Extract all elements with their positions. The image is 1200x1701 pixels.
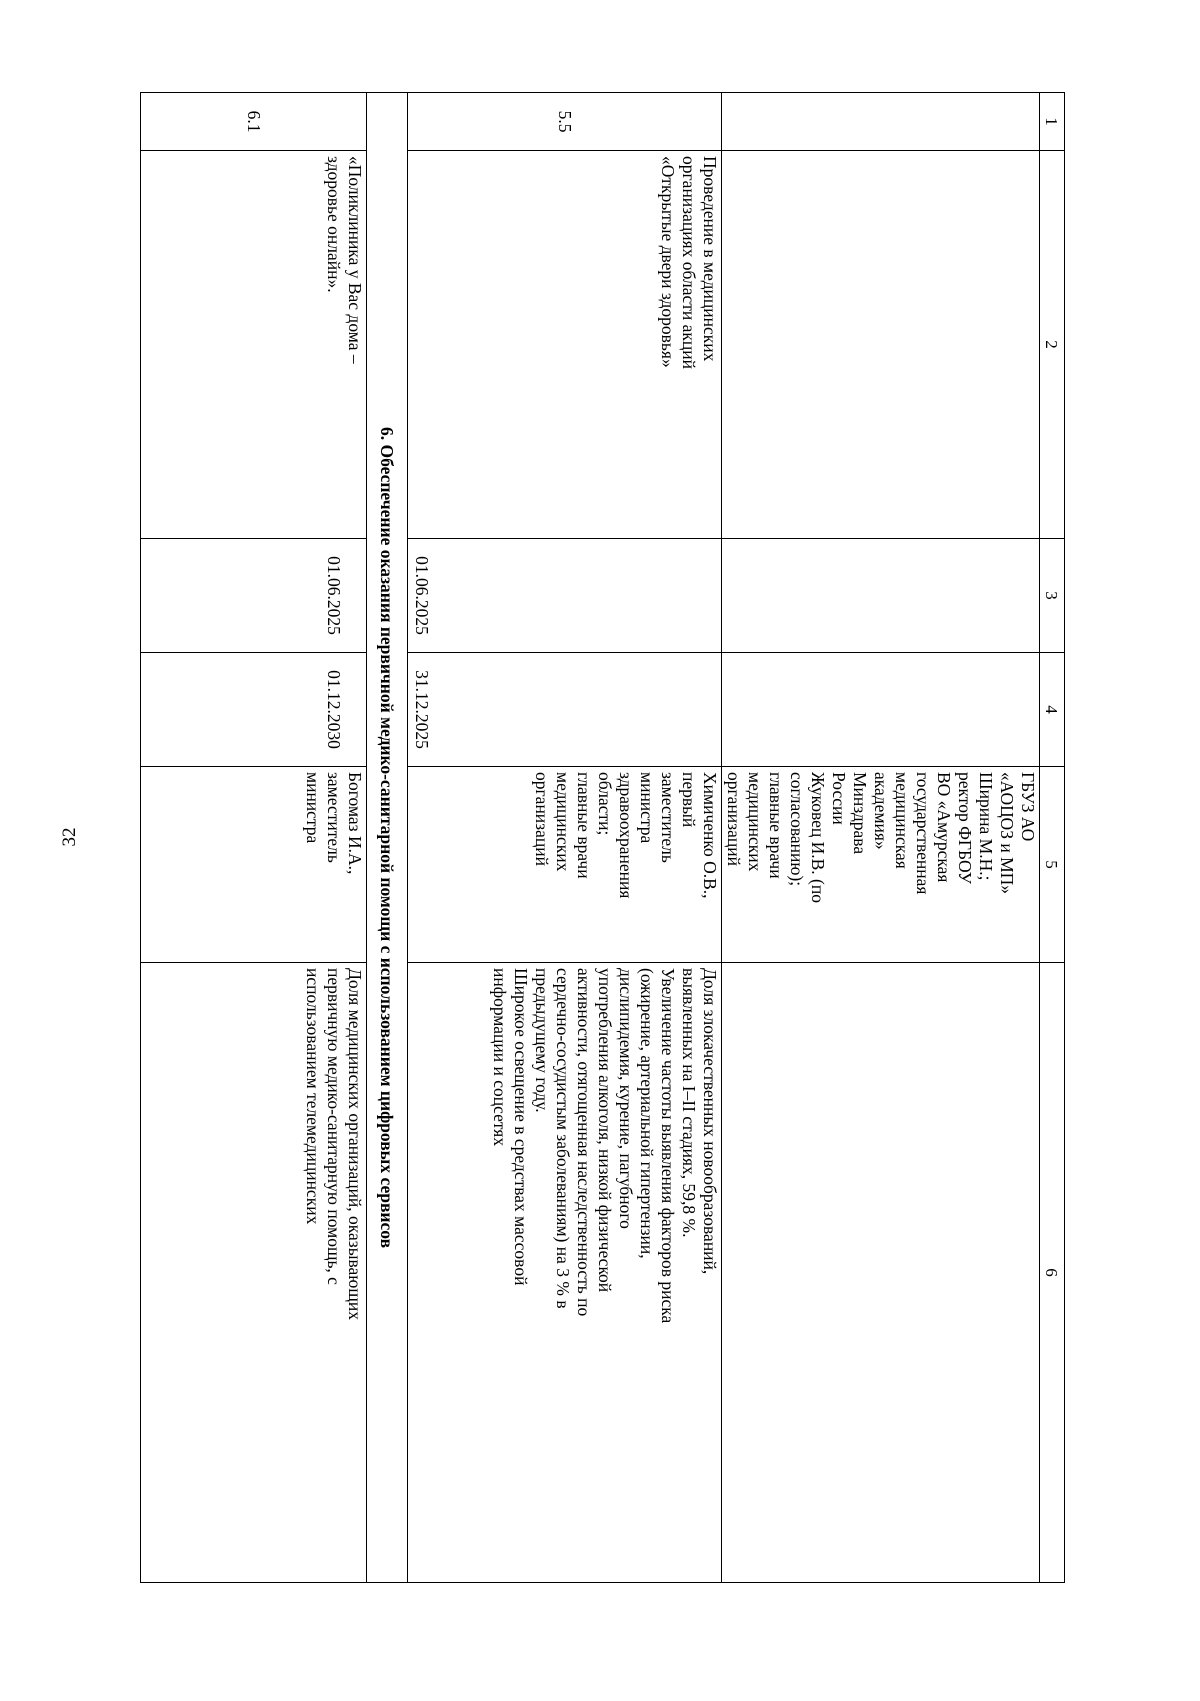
table-row-continued bbox=[722, 93, 1040, 1583]
cell-end-date: 31.12.2025 bbox=[408, 653, 722, 767]
section-heading-row bbox=[367, 93, 408, 1583]
text-line: академия» bbox=[871, 772, 891, 850]
text-line: Богомаз И.А., bbox=[345, 772, 365, 875]
cell-measure-name bbox=[722, 151, 1040, 539]
text-line: ГБУЗ АО bbox=[1018, 772, 1038, 842]
text-line: министра bbox=[637, 772, 657, 844]
column-header-6: 6 bbox=[1040, 963, 1065, 1583]
text-line: заместитель bbox=[324, 772, 344, 863]
text-line: «Поликлиника у Вас дома – bbox=[345, 156, 365, 364]
text-line: главные врачи bbox=[574, 772, 594, 879]
text-line: главные врачи bbox=[766, 772, 786, 879]
text-line: медицинская bbox=[892, 772, 912, 869]
text-line: здоровье онлайн». bbox=[324, 156, 344, 293]
text-line: первичную медико-санитарную помощь, с bbox=[324, 968, 344, 1285]
cell-indicator bbox=[141, 963, 367, 1583]
text-line: министра bbox=[303, 772, 323, 844]
rotated-page-content bbox=[140, 92, 1065, 1582]
text-line: организаций bbox=[724, 772, 744, 866]
text-line: Увеличение частоты выявления факторов риска bbox=[658, 968, 678, 1324]
text-line: Жуковец И.В. (по bbox=[808, 772, 828, 903]
text-line: (ожирение, артериальной гипертензии, bbox=[637, 968, 657, 1259]
text-line: дислипидемия, курение, пагубного bbox=[616, 968, 636, 1229]
cell-start-date bbox=[722, 539, 1040, 653]
text-line: 01.06.2025 bbox=[324, 556, 344, 635]
cell-responsible bbox=[141, 767, 367, 963]
text-line: организациях области акций bbox=[679, 156, 699, 369]
cell-number: 5.5 bbox=[408, 93, 722, 151]
column-header-4: 4 bbox=[1040, 653, 1065, 767]
text-line: Широкое освещение в средствах массовой bbox=[511, 968, 531, 1286]
text-line: «АОЦОЗ и МП» bbox=[997, 772, 1017, 895]
cell-indicator bbox=[408, 963, 722, 1583]
text-line: информации и соцсетях bbox=[490, 968, 510, 1147]
text-line: использованием телемедицинских bbox=[303, 968, 323, 1225]
cell-number: 6.1 bbox=[141, 93, 367, 151]
column-header-3: 3 bbox=[1040, 539, 1065, 653]
page-number: 32 bbox=[59, 827, 80, 847]
text-line: государственная bbox=[913, 772, 933, 895]
text-line: согласованию); bbox=[787, 772, 807, 887]
table-row-5-5 bbox=[408, 93, 722, 1583]
text-line: заместитель bbox=[658, 772, 678, 863]
text-line: Доля медицинских организаций, оказывающих bbox=[345, 968, 365, 1320]
text-line: ВО «Амурская bbox=[934, 772, 954, 883]
text-line: медицинских bbox=[553, 772, 573, 872]
cell-measure-name bbox=[408, 151, 722, 539]
measures-table bbox=[140, 92, 1065, 1583]
column-header-row bbox=[1040, 93, 1065, 1583]
table-row-6-1 bbox=[141, 93, 367, 1583]
cell-start-date bbox=[141, 539, 367, 653]
text-line: Минздрава bbox=[850, 772, 870, 855]
text-line: Доля злокачественных новообразований, bbox=[700, 968, 720, 1275]
text-line: области; bbox=[595, 772, 615, 836]
text-line: активности, отягощенная наследственность по bbox=[574, 968, 594, 1317]
cell-start-date: 01.06.2025 bbox=[408, 539, 722, 653]
cell-responsible bbox=[722, 767, 1040, 963]
text-line: предыдущему году. bbox=[532, 968, 552, 1113]
cell-responsible bbox=[408, 767, 722, 963]
cell-number bbox=[722, 93, 1040, 151]
text-line: «Открытые двери здоровья» bbox=[658, 156, 678, 368]
text-line: ректор ФГБОУ bbox=[955, 772, 975, 884]
column-header-1: 1 bbox=[1040, 93, 1065, 151]
text-line: медицинских bbox=[745, 772, 765, 872]
section-6-title: 6. Обеспечение оказания первичной медико-санитарной помощи с использованием цифровых сервисов bbox=[367, 93, 408, 1583]
text-line: России bbox=[829, 772, 849, 825]
text-line: Ширина М.Н.; bbox=[976, 772, 996, 881]
text-line: здравоохранения bbox=[616, 772, 636, 899]
text-line: Проведение в медицинских bbox=[700, 156, 720, 362]
text-line: организаций bbox=[532, 772, 552, 866]
cell-end-date bbox=[141, 653, 367, 767]
column-header-2: 2 bbox=[1040, 151, 1065, 539]
cell-measure-name bbox=[141, 151, 367, 539]
text-line: сердечно-сосудистым заболеваниям) на 3 % в bbox=[553, 968, 573, 1309]
cell-indicator bbox=[722, 963, 1040, 1583]
text-line: Химиченко О.В., bbox=[700, 772, 720, 899]
text-line: выявленных на I–II стадиях, 59,8 %. bbox=[679, 968, 699, 1238]
text-line: употребления алкоголя, низкой физической bbox=[595, 968, 615, 1293]
text-line: 01.12.2030 bbox=[324, 670, 344, 749]
cell-end-date bbox=[722, 653, 1040, 767]
text-line: первый bbox=[679, 772, 699, 828]
column-header-5: 5 bbox=[1040, 767, 1065, 963]
